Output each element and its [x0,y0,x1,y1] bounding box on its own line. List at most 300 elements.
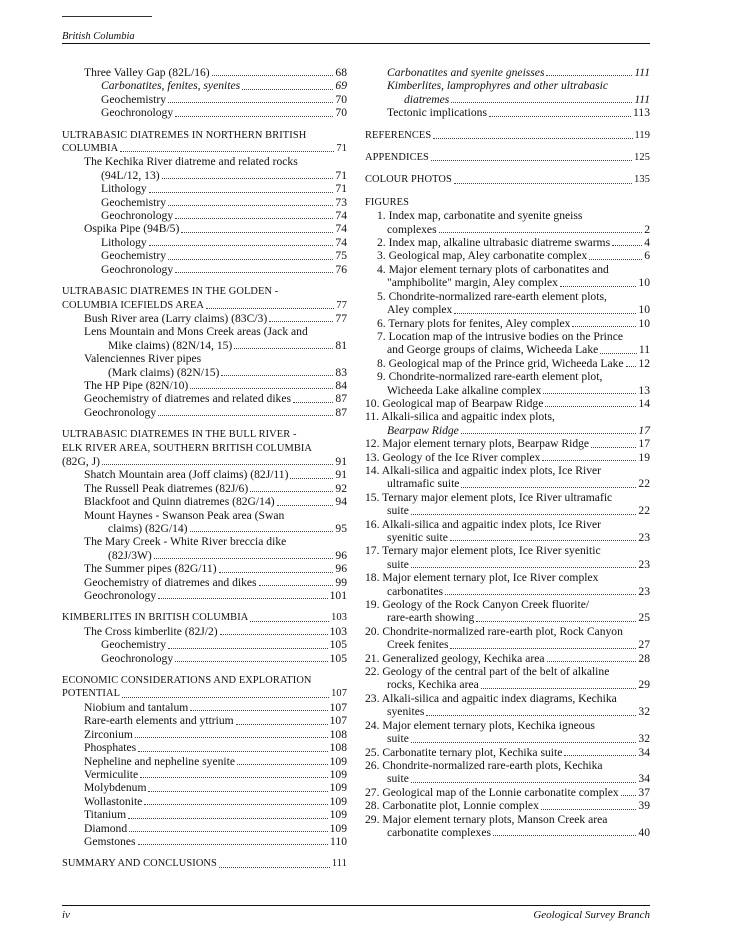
toc-entry-title: The Summer pipes (82G/11) [84,562,217,576]
dot-leader [149,192,334,193]
toc-entry-line: 1. Index map, carbonatite and syenite gneiss [377,209,583,223]
toc-entry[interactable] [365,746,650,759]
toc-entry[interactable] [365,66,650,79]
toc-page-number: 105 [329,651,347,665]
toc-entry-title: carbonatite complexes [387,825,491,839]
toc-entry[interactable] [365,585,650,598]
toc-entry[interactable] [365,106,650,119]
toc-entry-line: 5. Chondrite-normalized rare-earth element plots, [377,289,607,303]
toc-entry-line: 26. Chondrite-normalized rare-earth plots, Kechika [365,758,603,772]
toc-entry[interactable] [62,169,347,182]
dot-leader [461,487,636,488]
section-spacer [365,142,650,151]
toc-entry[interactable] [365,652,650,665]
dot-leader [547,661,637,662]
toc-entry[interactable] [62,638,347,651]
footer-rule [62,905,650,906]
toc-page-number: 10 [638,316,650,330]
toc-entry-line: 19. Geology of the Rock Canyon Creek fluorite/ [365,598,590,612]
toc-page-number: 73 [335,195,347,209]
toc-page-number: 22 [638,477,650,491]
dot-leader [236,724,328,725]
dot-leader [219,572,334,573]
toc-entry-title: and George groups of claims, Wicheeda Lake [387,343,599,357]
toc-entry[interactable] [365,826,650,839]
toc-page-number: 81 [335,338,347,352]
dot-leader [481,688,637,689]
toc-entry-title: suite [387,732,409,746]
toc-entry[interactable] [62,406,347,419]
toc-page-number: 27 [638,638,650,652]
toc-section-heading: ECONOMIC CONSIDERATIONS AND EXPLORATION [62,675,312,687]
toc-entry-title: Geochronology [101,209,174,223]
toc-entry-title: complexes [387,222,437,236]
dot-leader [612,245,642,246]
toc-entry-title: Geochronology [101,651,174,665]
toc-entry-title: syenites [387,705,425,719]
top-rule [62,16,152,17]
toc-entry[interactable] [62,222,347,235]
toc-page-number: 109 [329,808,347,822]
toc-entry[interactable] [365,303,650,316]
toc-page-number: 107 [329,714,347,728]
toc-entry-title: Creek fenites [387,638,449,652]
toc-page-number: 70 [335,92,347,106]
toc-page-number: 32 [638,705,650,719]
toc-entry[interactable] [365,151,650,164]
toc-entry[interactable] [62,549,347,562]
toc-entry-title: Gemstones [84,834,136,848]
page-number: iv [62,909,70,921]
toc-entry-title: KIMBERLITES IN BRITISH COLUMBIA [62,612,249,624]
dot-leader [542,460,636,461]
toc-page-number: 135 [634,174,650,186]
toc-entry[interactable] [62,835,347,848]
toc-entry-title: Three Valley Gap (82L/16) [84,66,210,79]
dot-leader [148,791,327,792]
dot-leader [489,116,631,117]
toc-entry-line: Mount Haynes - Swanson Peak area (Swan [84,508,285,522]
toc-page-number: 109 [329,781,347,795]
toc-entry-line: 14. Alkali-silica and agpaitic index plots, Ice River [365,463,601,477]
toc-page-number: 111 [331,858,347,870]
toc-entry-title: Geochemistry of diatremes and dikes [84,575,257,589]
toc-entry[interactable] [62,589,347,602]
toc-entry[interactable] [365,678,650,691]
dot-leader [564,755,636,756]
toc-entry[interactable] [62,741,347,754]
section-spacer [62,848,347,857]
dot-leader [162,178,334,179]
toc-entry-title: 13. Geology of the Ice River complex [365,450,541,464]
toc-entry[interactable] [365,357,650,370]
toc-entry-title: Niobium and tantalum [84,700,189,714]
toc-entry[interactable] [62,236,347,249]
toc-page-number: 39 [638,799,650,813]
toc-page-number: 87 [335,405,347,419]
toc-entry-line: 4. Major element ternary plots of carbonatites and [377,262,609,276]
dot-leader [269,321,333,322]
toc-entry[interactable] [365,531,650,544]
toc-entry[interactable] [62,522,347,535]
toc-entry-title: Geochemistry [101,195,167,209]
dot-leader [250,491,333,492]
dot-leader [450,540,637,541]
toc-page-number: 40 [638,825,650,839]
toc-page-number: 125 [634,152,650,164]
toc-entry[interactable] [62,392,347,405]
toc-page-number: 101 [329,589,347,603]
toc-entry-line: 20. Chondrite-normalized rare-earth plot, Rock Canyon [365,624,623,638]
toc-page-number: 34 [638,772,650,786]
toc-entry-title: (82J/3W) [108,548,152,562]
dot-leader [572,326,636,327]
dot-leader [158,598,327,599]
toc-entry[interactable] [365,276,650,289]
toc-entry[interactable] [62,299,347,312]
toc-entry[interactable] [62,611,347,624]
toc-section-heading: ULTRABASIC DIATREMES IN NORTHERN BRITISH [62,129,307,141]
toc-page-number: 17 [638,437,650,451]
toc-entry-line: 22. Geology of the central part of the belt of alkaline [365,665,610,679]
toc-entry[interactable] [365,611,650,624]
dot-leader [212,75,334,76]
toc-entry[interactable] [62,66,347,79]
toc-page-number: 111 [634,66,650,79]
toc-page-number: 87 [335,392,347,406]
toc-entry-title: suite [387,557,409,571]
toc-entry-title: Zirconium [84,727,133,741]
toc-entry[interactable] [365,786,650,799]
toc-page-number: 75 [335,249,347,263]
toc-entry[interactable] [62,312,347,325]
dot-leader [445,594,636,595]
toc-entry[interactable] [365,504,650,517]
dot-leader [129,831,327,832]
toc-entry-title: Geochronology [101,262,174,276]
dot-leader [545,406,636,407]
toc-entry-title: POTENTIAL [62,688,121,700]
dot-leader [140,777,328,778]
toc-entry[interactable] [365,397,650,410]
toc-entry-title: Carbonatites and syenite gneisses [387,66,545,79]
toc-page-number: 92 [335,481,347,495]
toc-entry[interactable] [62,562,347,575]
toc-page-number: 91 [335,468,347,482]
toc-page-number: 71 [335,168,347,182]
dot-leader [158,415,333,416]
toc-entry[interactable] [62,687,347,700]
dot-leader [411,514,637,515]
toc-entry[interactable] [365,558,650,571]
toc-entry[interactable] [365,93,650,106]
toc-entry[interactable] [62,822,347,835]
toc-entry-line: Valenciennes River pipes [84,352,202,366]
toc-page-number: 23 [638,584,650,598]
toc-page-number: 111 [634,92,650,106]
dot-leader [237,764,328,765]
toc-entry[interactable] [365,223,650,236]
dot-leader [220,634,328,635]
section-spacer [365,187,650,196]
toc-entry[interactable] [365,772,650,785]
toc-entry-title: REFERENCES [365,129,432,141]
toc-entry-title: COLUMBIA [62,143,119,155]
toc-entry[interactable] [62,768,347,781]
toc-entry-line: 7. Location map of the intrusive bodies on the Prince [377,329,623,343]
toc-entry[interactable] [62,263,347,276]
toc-entry[interactable] [62,196,347,209]
toc-entry[interactable] [365,477,650,490]
toc-entry-title: 21. Generalized geology, Kechika area [365,651,545,665]
toc-page-number: 76 [335,262,347,276]
toc-entry-title: 28. Carbonatite plot, Lonnie complex [365,799,539,813]
dot-leader [426,715,636,716]
dot-leader [454,183,632,184]
toc-page-number: 119 [634,129,650,141]
dot-leader [122,697,329,698]
toc-entry[interactable] [62,106,347,119]
dot-leader [546,75,632,76]
toc-entry[interactable] [62,714,347,727]
toc-entry[interactable] [62,79,347,92]
toc-page-number: 113 [633,106,650,120]
toc-entry-title: (Mark claims) (82N/15) [108,365,220,379]
toc-entry-title: Ospika Pipe (94B/5) [84,222,180,236]
dot-leader [190,710,327,711]
toc-entry-title: Nepheline and nepheline syenite [84,754,235,768]
toc-entry[interactable] [365,343,650,356]
toc-page-number: 13 [638,383,650,397]
toc-entry[interactable] [62,781,347,794]
section-spacer [62,665,347,674]
toc-entry[interactable] [365,249,650,262]
toc-entry-title: "amphibolite" margin, Aley complex [387,276,558,290]
toc-entry-title: 25. Carbonatite ternary plot, Kechika suite [365,745,563,759]
toc-entry-title: syenitic suite [387,531,448,544]
toc-entry-title: 3. Geological map, Aley carbonatite complex [377,249,588,263]
toc-entry-title: The HP Pipe (82N/10) [84,378,189,392]
dot-leader [221,375,333,376]
toc-page-number: 109 [329,794,347,808]
footer-publisher: Geological Survey Branch [533,909,650,921]
toc-page-number: 69 [335,79,347,93]
toc-page-number: 10 [638,303,650,317]
toc-entry-line: 18. Major element ternary plot, Ice River complex [365,571,599,585]
toc-entry-title: Mike claims) (82N/14, 15) [108,338,233,352]
toc-entry[interactable] [365,129,650,142]
toc-entry-title: carbonatites [387,584,444,598]
toc-entry[interactable] [62,468,347,481]
section-spacer [365,120,650,129]
toc-entry-title: Wollastonite [84,794,143,808]
toc-entry[interactable] [365,799,650,812]
dot-leader [102,464,333,465]
toc-entry-title: claims) (82G/14) [108,522,188,535]
toc-entry-line: The Mary Creek - White River breccia dike [84,535,287,549]
toc-entry-title: suite [387,772,409,786]
toc-page-number: 105 [329,638,347,652]
toc-entry[interactable] [365,384,650,397]
toc-entry[interactable] [62,93,347,106]
header-title: British Columbia [62,31,139,42]
toc-entry[interactable] [62,249,347,262]
toc-page-number: 28 [638,651,650,665]
toc-entry[interactable] [62,366,347,379]
toc-entry[interactable] [365,732,650,745]
toc-page-number: 108 [329,741,347,755]
toc-entry-line: 24. Major element ternary plots, Kechika igneous [365,718,595,732]
toc-entry-line: 9. Chondrite-normalized rare-earth element plot, [377,370,603,384]
toc-entry[interactable] [62,495,347,508]
toc-entry[interactable] [62,755,347,768]
toc-section-heading: ULTRABASIC DIATREMES IN THE GOLDEN - [62,286,279,298]
toc-page-number: 17 [638,423,650,437]
dot-leader [135,737,328,738]
toc-page-number: 4 [644,236,650,250]
toc-page-number: 10 [638,276,650,290]
dot-leader [454,313,636,314]
toc-entry[interactable] [62,209,347,222]
toc-entry[interactable] [365,424,650,437]
dot-leader [168,648,328,649]
toc-entry-title: Bush River area (Larry claims) (83C/3) [84,311,268,325]
toc-entry[interactable] [365,317,650,330]
dot-leader [175,661,327,662]
dot-leader [138,751,327,752]
running-header [62,31,650,44]
dot-leader [411,567,637,568]
toc-entry-title: Geochronology [84,405,157,419]
toc-entry-title: diatremes [404,92,450,106]
toc-page-number: 77 [336,299,347,311]
toc-entry[interactable] [62,379,347,392]
toc-page-number: 68 [335,66,347,79]
toc-page-number: 29 [638,678,650,692]
dot-leader [175,218,333,219]
dot-leader [120,151,334,152]
toc-page-number: 22 [638,504,650,518]
toc-entry[interactable] [365,451,650,464]
toc-page-number: 108 [329,727,347,741]
toc-entry[interactable] [365,638,650,651]
toc-page-number: 74 [335,222,347,236]
toc-page-number: 77 [335,311,347,325]
toc-entry-title: Geochemistry of diatremes and related dikes [84,392,292,406]
toc-entry[interactable] [62,625,347,638]
toc-entry-title: Geochronology [84,589,157,603]
toc-page-number: 23 [638,531,650,544]
toc-entry[interactable] [62,455,347,468]
toc-entry[interactable] [62,142,347,155]
toc-entry-title: rare-earth showing [387,611,475,625]
dot-leader [190,388,333,389]
toc-entry-title: Diamond [84,821,128,835]
dot-leader [154,558,334,559]
dot-leader [290,478,333,479]
toc-entry[interactable] [62,182,347,195]
toc-page-number: 19 [638,450,650,464]
toc-page-number: 23 [638,557,650,571]
toc-entry[interactable] [62,728,347,741]
toc-page-number: 70 [335,106,347,120]
toc-page-number: 74 [335,209,347,223]
toc-entry[interactable] [62,339,347,352]
toc-entry[interactable] [62,857,347,870]
toc-entry[interactable] [62,652,347,665]
toc-section-heading: ULTRABASIC DIATREMES IN THE BULL RIVER - [62,429,297,441]
toc-entry-title: Shatch Mountain area (Joff claims) (82J/11) [84,468,289,482]
toc-section-heading: FIGURES [365,196,410,208]
section-spacer [62,602,347,611]
toc-entry[interactable] [62,482,347,495]
toc-entry-title: Lithology [101,182,147,196]
toc-entry-title: Vermiculite [84,767,139,781]
toc-page-number: 32 [638,732,650,746]
toc-entry[interactable] [365,236,650,249]
toc-page-number: 2 [644,222,650,236]
dot-leader [451,102,632,103]
toc-entry-line: The Kechika River diatreme and related rocks [84,155,298,169]
toc-entry-title: Geochemistry [101,638,167,652]
toc-entry-title: ultramafic suite [387,477,460,491]
toc-entry-line: 15. Ternary major element plots, Ice River ultramafic [365,490,613,504]
toc-entry-title: Aley complex [387,303,453,317]
toc-entry[interactable] [62,795,347,808]
toc-entry[interactable] [62,808,347,821]
toc-page-number: 110 [330,834,347,848]
toc-entry-title: Wicheeda Lake alkaline complex [387,383,542,397]
toc-entry-title: 6. Ternary plots for fenites, Aley complex [377,316,571,330]
dot-leader [277,505,334,506]
toc-entry-title: Geochemistry [101,249,167,263]
section-spacer [365,164,650,173]
dot-leader [259,585,334,586]
toc-entry[interactable] [62,701,347,714]
toc-entry[interactable] [365,173,650,186]
toc-page-number: 95 [335,522,347,535]
dot-leader [591,447,636,448]
toc-entry-line: 29. Major element ternary plots, Manson Creek area [365,812,608,826]
toc-entry[interactable] [365,437,650,450]
dot-leader [600,353,637,354]
dot-leader [411,742,637,743]
toc-left-column [62,66,347,871]
dot-leader [433,138,632,139]
section-spacer [62,276,347,285]
toc-entry-line: Lens Mountain and Mons Creek areas (Jack and [84,325,308,339]
toc-page-number: 109 [329,821,347,835]
dot-leader [149,245,334,246]
toc-entry[interactable] [62,576,347,589]
dot-leader [450,648,636,649]
toc-entry-title: Molybdenum [84,781,147,795]
dot-leader [431,160,632,161]
toc-entry[interactable] [365,705,650,718]
dot-leader [168,102,333,103]
toc-entry-title: suite [387,504,409,518]
dot-leader [461,433,637,434]
toc-page-number: 74 [335,235,347,249]
dot-leader [626,366,637,367]
dot-leader [293,402,333,403]
toc-page-number: 103 [331,612,347,624]
toc-page-number: 12 [638,356,650,370]
dot-leader [144,804,327,805]
dot-leader [190,531,334,532]
toc-entry-title: SUMMARY AND CONCLUSIONS [62,858,217,870]
toc-entry-title: APPENDICES [365,152,429,164]
